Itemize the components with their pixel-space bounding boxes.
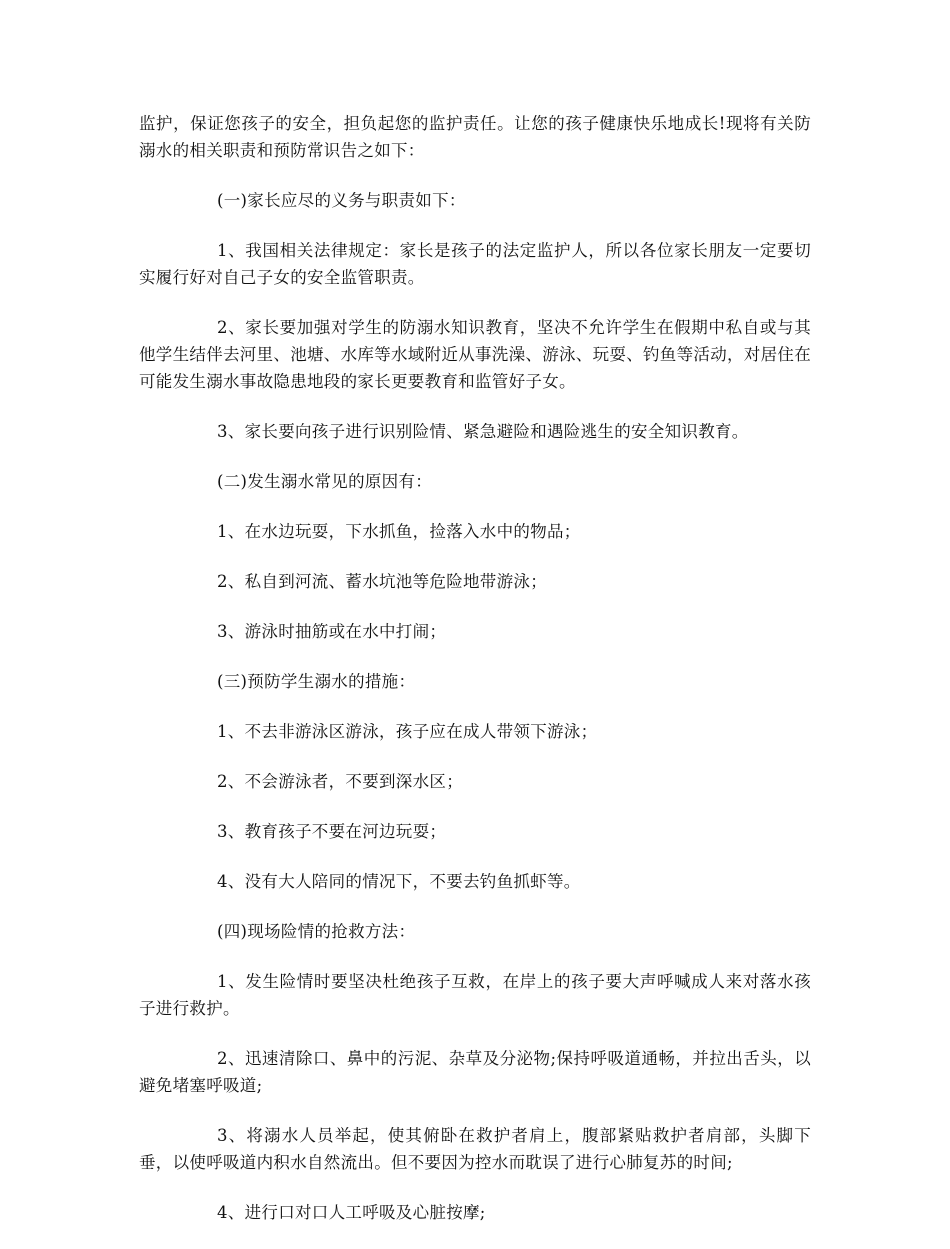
paragraph-rescue-2: 2、迅速清除口、鼻中的污泥、杂草及分泌物;保持呼吸道通畅，并拉出舌头，以避免堵塞呼吸道; [139,1049,811,1095]
paragraph-prevention-3: 3、教育孩子不要在河边玩耍； [217,822,447,841]
paragraph-rescue-3: 3、将溺水人员举起，使其俯卧在救护者肩上，腹部紧贴救护者肩部，头脚下垂，以使呼吸道内积水自然流出。但不要因为控水而耽误了进行心肺复苏的时间; [139,1126,811,1172]
section-heading-parent-duties: (一)家长应尽的义务与职责如下： [217,191,466,210]
section-heading-rescue: (四)现场险情的抢救方法： [217,922,416,941]
paragraph-cause-1: 1、在水边玩耍，下水抓鱼，捡落入水中的物品； [217,522,581,541]
paragraph-cause-2: 2、私自到河流、蓄水坑池等危险地带游泳； [217,572,547,591]
section-heading-prevention: (三)预防学生溺水的措施： [217,672,416,691]
paragraph-prevention-1: 1、不去非游泳区游泳，孩子应在成人带领下游泳； [217,722,598,741]
paragraph-rescue-1: 1、发生险情时要坚决杜绝孩子互救，在岸上的孩子要大声呼喊成人来对落水孩子进行救护。 [139,972,811,1018]
paragraph-duty-2: 2、家长要加强对学生的防溺水知识教育，坚决不允许学生在假期中私自或与其他学生结伴去河里、池塘、水库等水域附近从事洗澡、游泳、玩耍、钓鱼等活动，对居住在可能发生溺水事故隐患地段的家长更要教育和监管好子女。 [139,318,811,391]
section-heading-causes: (二)发生溺水常见的原因有： [217,472,433,491]
paragraph-prevention-2: 2、不会游泳者，不要到深水区； [217,772,463,791]
document-page [139,110,811,1249]
paragraph-duty-1: 1、我国相关法律规定：家长是孩子的法定监护人，所以各位家长朋友一定要切实履行好对自己子女的安全监管职责。 [139,241,811,287]
paragraph-duty-3: 3、家长要向孩子进行识别险情、紧急避险和遇险逃生的安全知识教育。 [217,422,749,441]
paragraph-intro: 监护，保证您孩子的安全，担负起您的监护责任。让您的孩子健康快乐地成长!现将有关防溺水的相关职责和预防常识告之如下： [139,114,811,160]
paragraph-prevention-4: 4、没有大人陪同的情况下，不要去钓鱼抓虾等。 [217,872,581,891]
paragraph-cause-3: 3、游泳时抽筋或在水中打闹； [217,622,447,641]
paragraph-rescue-4: 4、进行口对口人工呼吸及心脏按摩; [217,1203,486,1222]
